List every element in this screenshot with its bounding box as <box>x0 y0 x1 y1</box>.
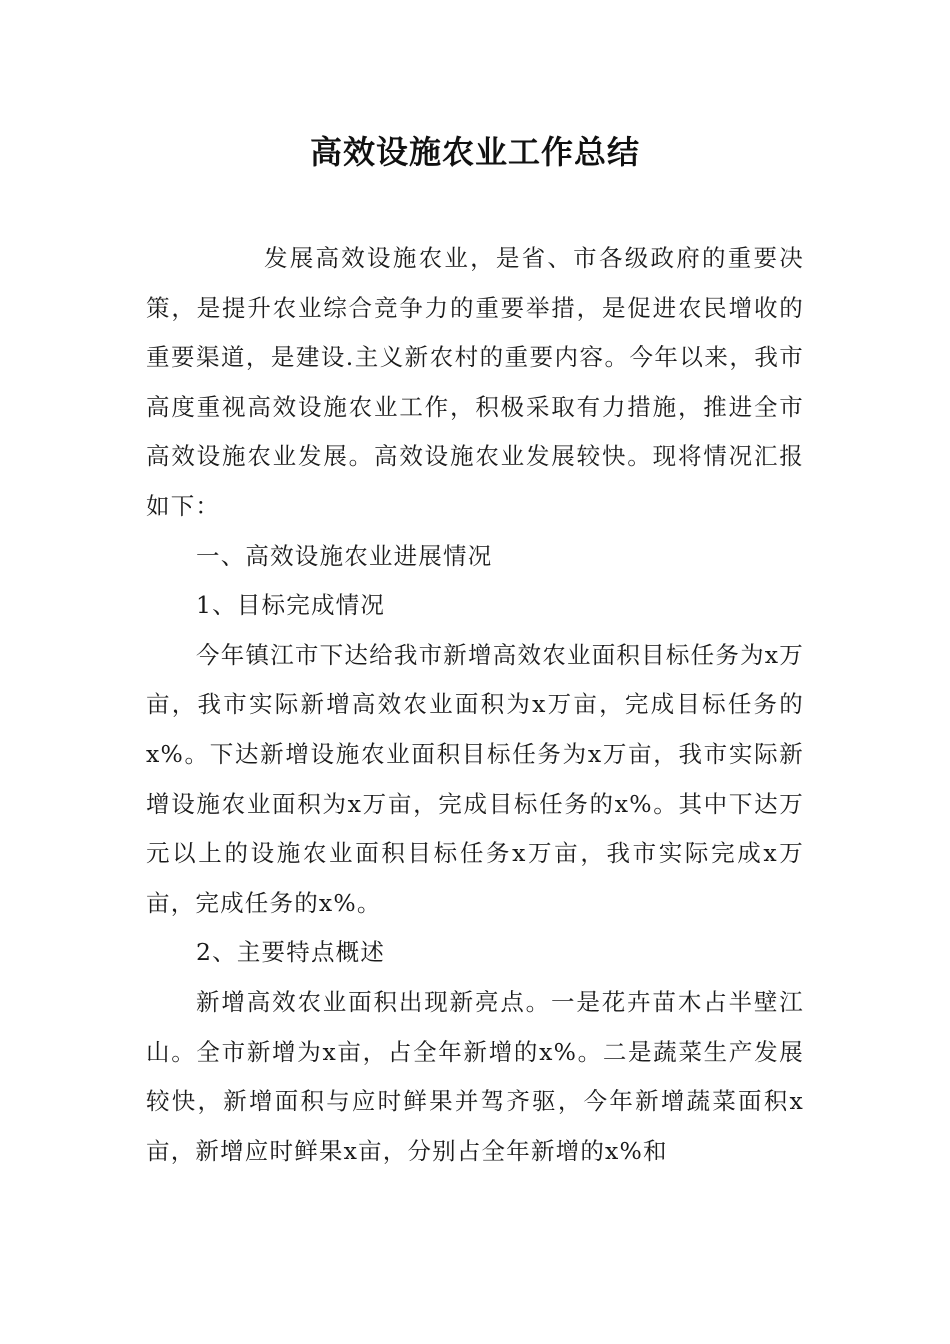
paragraph-targets: 今年镇江市下达给我市新增高效农业面积目标任务为x万亩，我市实际新增高效农业面积为x万亩，完成目标任务的x%。下达新增设施农业面积目标任务为x万亩，我市实际新增设施农业面积为x万亩，完成目标任务的x%。其中下达万元以上的设施农业面积目标任务x万亩，我市实际完成x万亩，完成任务的x%。 <box>146 640 804 917</box>
document-title: 高效设施农业工作总结 <box>309 133 640 171</box>
paragraph-features: 新增高效农业面积出现新亮点。一是花卉苗木占半壁江山。全市新增为x亩，占全年新增的x%。二是蔬菜生产发展较快，新增面积与应时鲜果并驾齐驱，今年新增蔬菜面积x亩，新增应时鲜果x亩，分别占全年新增的x%和 <box>146 987 804 1165</box>
section-heading-progress: 一、高效设施农业进展情况 <box>196 541 493 570</box>
paragraph-intro: 发展高效设施农业，是省、市各级政府的重要决策，是提升农业综合竞争力的重要举措，是促进农民增收的重要渠道，是建设.主义新农村的重要内容。今年以来，我市高度重视高效设施农业工作，积极采取有力措施，推进全市高效设施农业发展。高效设施农业发展较快。现将情况汇报如下： <box>146 244 804 520</box>
document-body <box>146 234 804 1176</box>
subsection-heading-features: 2、主要特点概述 <box>196 938 386 967</box>
subsection-heading-targets: 1、目标完成情况 <box>196 591 386 620</box>
